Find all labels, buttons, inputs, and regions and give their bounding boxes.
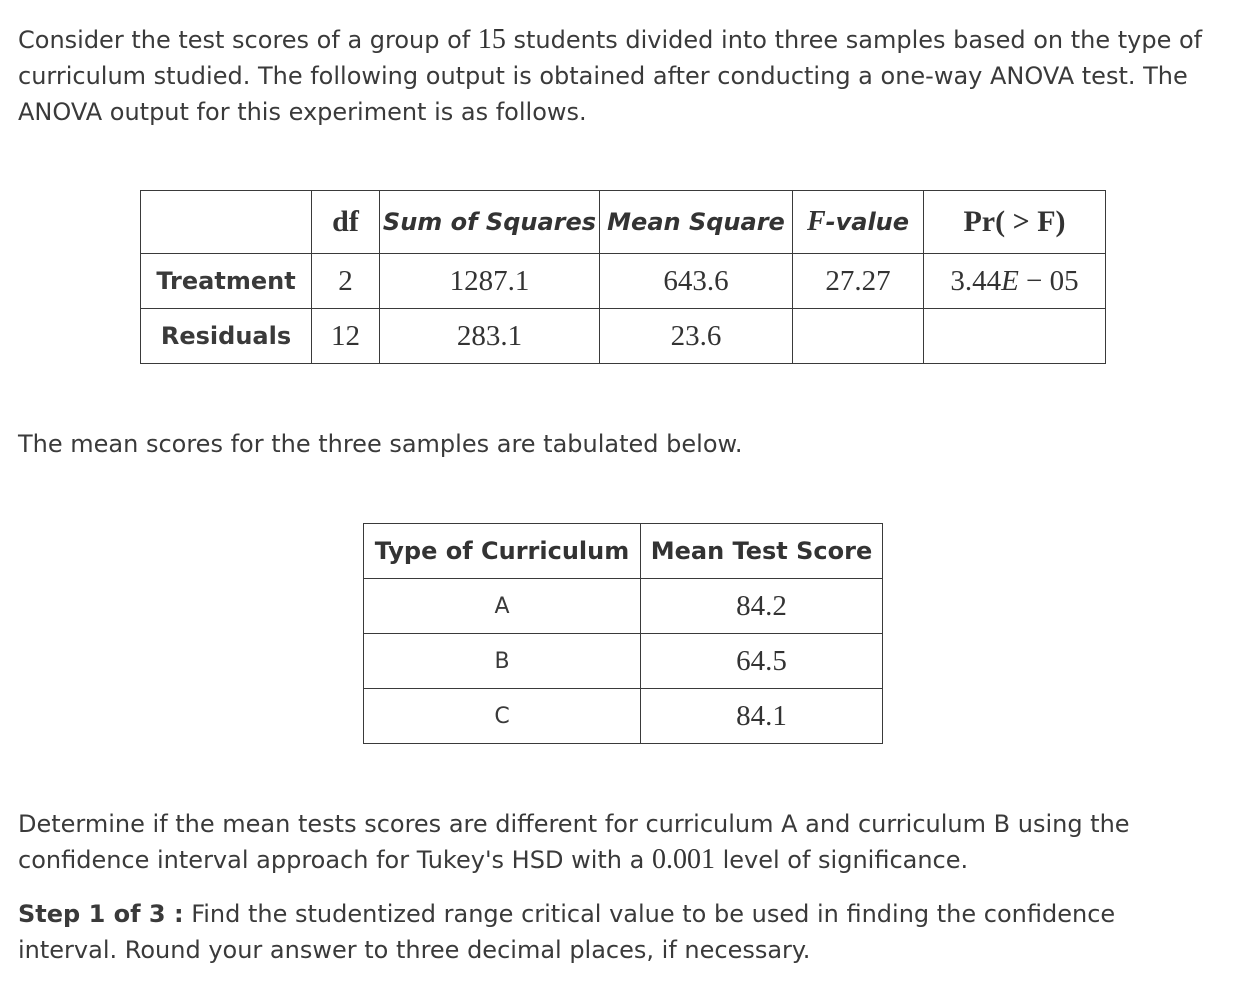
- means-row: [364, 634, 883, 689]
- ss-cell: 1287.1: [380, 254, 600, 309]
- curriculum-type: B: [364, 634, 641, 689]
- means-header-type: Type of Curriculum: [364, 524, 641, 579]
- anova-table: [140, 190, 1106, 364]
- f-cell: [793, 309, 924, 364]
- means-row: [364, 579, 883, 634]
- ss-cell: 283.1: [380, 309, 600, 364]
- f-cell: 27.27: [793, 254, 924, 309]
- row-label: Residuals: [141, 309, 312, 364]
- sample-size: 15: [477, 24, 506, 55]
- curriculum-type: C: [364, 689, 641, 744]
- significance-level: 0.001: [651, 844, 715, 875]
- anova-header-ss: Sum of Squares: [380, 191, 600, 254]
- mean-score: 84.1: [641, 689, 883, 744]
- means-row: [364, 689, 883, 744]
- df-cell: 12: [312, 309, 380, 364]
- step-paragraph: Step 1 of 3 : Find the studentized range critical value to be used in finding the confidence interval. Round your answer to three decimal places, if necessary.: [18, 900, 1116, 964]
- anova-header-f: F-value: [793, 191, 924, 254]
- step-label: Step 1 of 3 :: [18, 900, 184, 928]
- intro-paragraph: Consider the test scores of a group of 15 students divided into three samples based on the type of curriculum studied. The following output is obtained after conducting a one-way ANOVA test. The ANOVA output for this experiment is as follows.: [18, 24, 1203, 126]
- anova-header-df: df: [312, 191, 380, 254]
- anova-header-ms: Mean Square: [600, 191, 793, 254]
- anova-row-residuals: [141, 309, 1106, 364]
- mean-score: 84.2: [641, 579, 883, 634]
- mean-score: 64.5: [641, 634, 883, 689]
- anova-row-treatment: [141, 254, 1106, 309]
- anova-header-blank: [141, 191, 312, 254]
- ms-cell: 643.6: [600, 254, 793, 309]
- means-table: [363, 523, 883, 744]
- p-cell: 3.44E − 05: [924, 254, 1106, 309]
- df-cell: 2: [312, 254, 380, 309]
- anova-header-p: Pr( > F): [924, 191, 1106, 254]
- row-label: Treatment: [141, 254, 312, 309]
- means-header-row: [364, 524, 883, 579]
- ms-cell: 23.6: [600, 309, 793, 364]
- curriculum-type: A: [364, 579, 641, 634]
- p-cell: [924, 309, 1106, 364]
- question-paragraph: Determine if the mean tests scores are different for curriculum A and curriculum B using the confidence interval approach for Tukey's HSD with a 0.001 level of significance.: [18, 810, 1130, 875]
- means-header-score: Mean Test Score: [641, 524, 883, 579]
- means-intro: The mean scores for the three samples are tabulated below.: [18, 430, 743, 458]
- anova-header-row: [141, 191, 1106, 254]
